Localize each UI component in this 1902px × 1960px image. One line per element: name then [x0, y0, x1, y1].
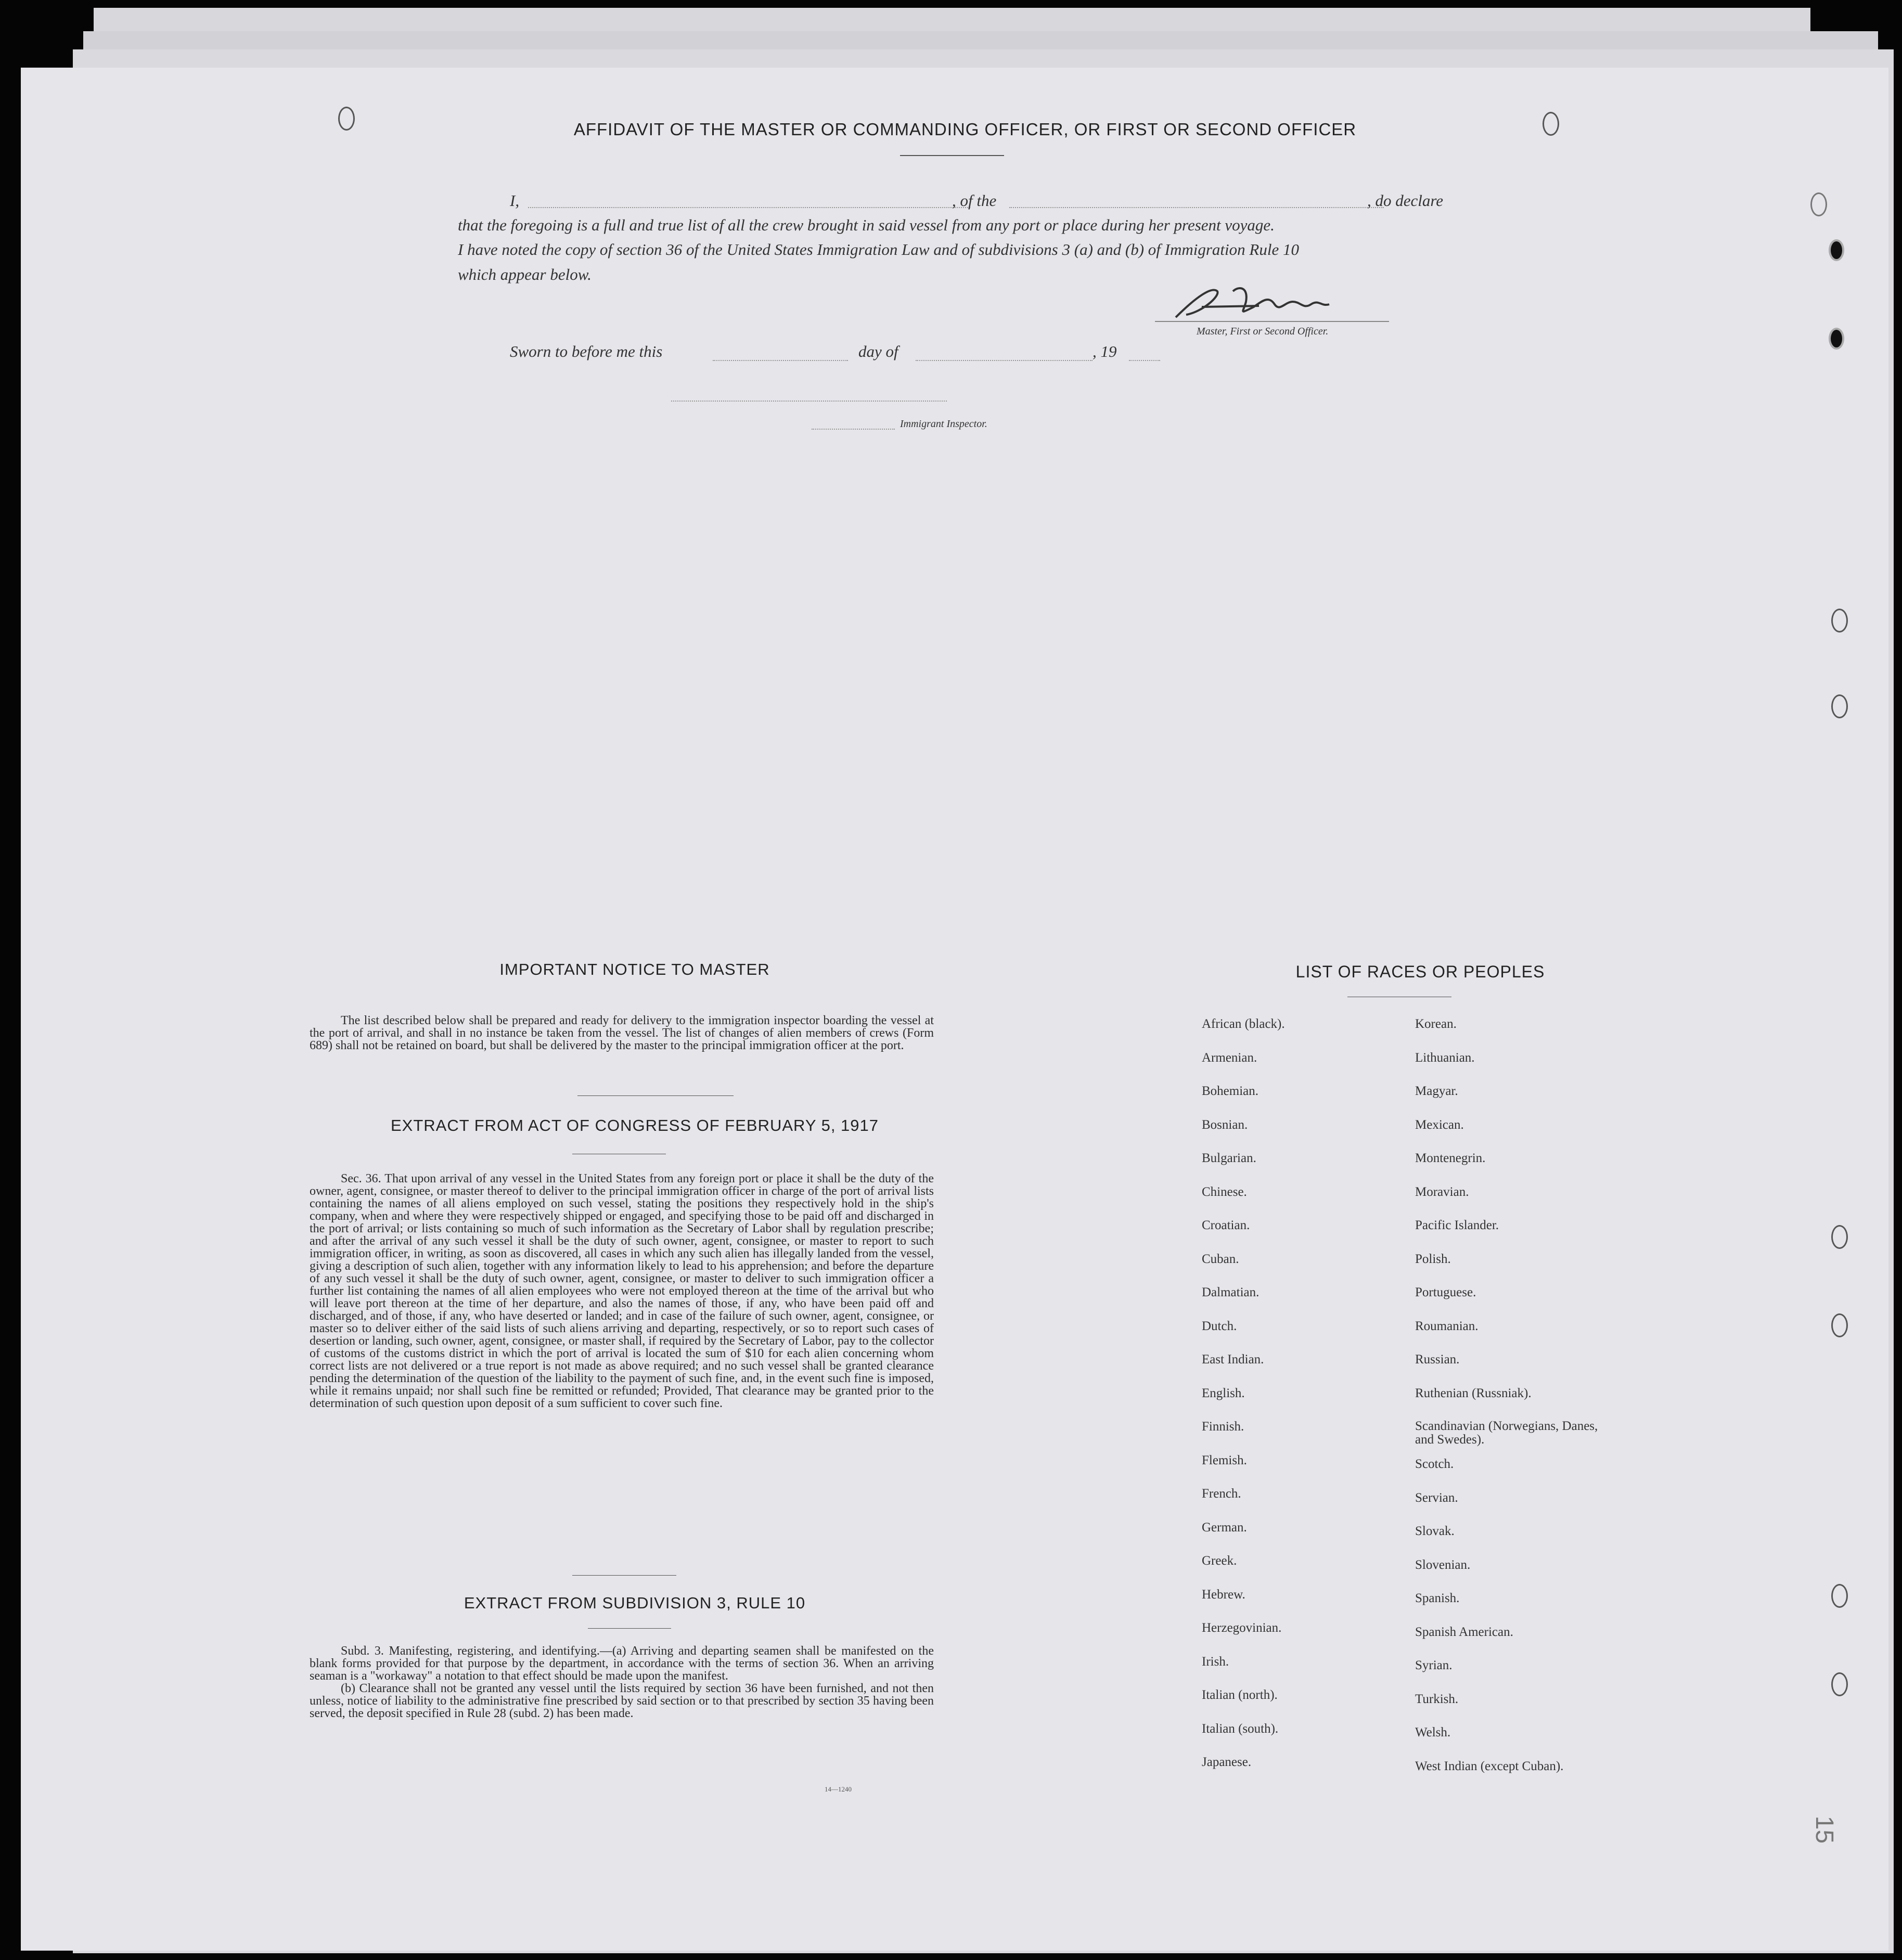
race-item: Bulgarian. — [1202, 1151, 1256, 1165]
rule-paragraph-a: Subd. 3. Manifesting, registering, and identifying.—(a) Arriving and departing seamen shall be manifested on the blank forms provided for that purpose by the department, in accordance with the terms of section 36. When an arriving seaman is a "workaway" a notation to that effect should be made upon the manifest. — [310, 1644, 934, 1683]
vessel-blank — [1009, 207, 1384, 208]
sworn-month-blank — [916, 360, 1093, 361]
race-item: Chinese. — [1202, 1184, 1247, 1199]
races-column-2 — [1415, 1017, 1634, 1797]
race-item: Bohemian. — [1202, 1084, 1259, 1098]
race-item: Italian (south). — [1202, 1721, 1279, 1736]
affidavit-line1-b: , of the — [952, 191, 997, 210]
race-item: Bosnian. — [1202, 1117, 1248, 1132]
race-item: English. — [1202, 1386, 1245, 1400]
race-item: Italian (north). — [1202, 1688, 1278, 1702]
signature-graphic — [1155, 276, 1389, 328]
race-item: African (black). — [1202, 1017, 1285, 1031]
rule-title-rule — [588, 1628, 671, 1629]
form-number: 14—1240 — [825, 1785, 852, 1793]
race-item: Finnish. — [1202, 1420, 1244, 1434]
affidavit-line4: which appear below. — [458, 265, 592, 283]
race-item: Spanish. — [1415, 1591, 1460, 1605]
sworn-c: , 19 — [1093, 342, 1117, 360]
race-item: Herzegovinian. — [1202, 1621, 1282, 1635]
race-item: Korean. — [1415, 1017, 1457, 1031]
sworn-year-blank — [1129, 360, 1160, 361]
race-item: Cuban. — [1202, 1252, 1239, 1266]
race-item: Syrian. — [1415, 1658, 1453, 1672]
race-item: Servian. — [1415, 1490, 1458, 1505]
race-item: Japanese. — [1202, 1755, 1252, 1769]
race-item: East Indian. — [1202, 1352, 1264, 1366]
inspector-lead-dots — [812, 429, 895, 430]
race-item: Ruthenian (Russniak). — [1415, 1386, 1532, 1400]
punch-hole — [1810, 192, 1827, 216]
affidavit-line1-a: I, — [510, 191, 520, 210]
affidavit-line1-c: , do declare — [1367, 191, 1444, 210]
rule-text — [310, 1645, 934, 1720]
notice-rule — [577, 1095, 734, 1096]
punch-hole — [1831, 694, 1848, 718]
race-item: Scotch. — [1415, 1457, 1454, 1471]
race-item: Magyar. — [1415, 1084, 1458, 1098]
sworn-b: day of — [858, 342, 898, 360]
race-item: Pacific Islander. — [1415, 1218, 1499, 1232]
race-item: Welsh. — [1415, 1725, 1451, 1739]
race-item: Flemish. — [1202, 1453, 1247, 1467]
race-item: Dalmatian. — [1202, 1285, 1260, 1299]
race-item: Irish. — [1202, 1654, 1229, 1669]
sworn-a: Sworn to before me this — [510, 342, 663, 360]
race-item: Portuguese. — [1415, 1285, 1476, 1299]
race-item: Polish. — [1415, 1252, 1451, 1266]
punch-hole — [1831, 1672, 1848, 1696]
race-item: Dutch. — [1202, 1319, 1237, 1333]
punch-hole — [1831, 1225, 1848, 1249]
name-blank — [528, 207, 970, 208]
race-item: Turkish. — [1415, 1692, 1459, 1706]
punch-hole — [1831, 1313, 1848, 1337]
act-end-rule — [572, 1575, 676, 1576]
race-item: Lithuanian. — [1415, 1050, 1475, 1065]
punch-hole — [338, 107, 355, 131]
race-item: Scandinavian (Norwegians, Danes, and Swedes). — [1415, 1419, 1598, 1447]
race-item: Hebrew. — [1202, 1587, 1245, 1602]
rule-paragraph-b: (b) Clearance shall not be granted any vessel until the lists required by section 36 have been furnished, and not then unless, notice of liability to the administrative fine prescribed by said section or to that prescribed by section 35 having been served, the deposit specified in Rule 28 (subd. 2) has been made. — [310, 1682, 934, 1720]
sworn-day-blank — [713, 360, 848, 361]
punch-hole — [1831, 1584, 1848, 1608]
inspector-signature-blank — [671, 401, 947, 402]
race-item: Russian. — [1415, 1352, 1460, 1366]
race-item: Roumanian. — [1415, 1319, 1479, 1333]
race-item: German. — [1202, 1520, 1247, 1535]
race-item: Moravian. — [1415, 1184, 1469, 1199]
race-item: Croatian. — [1202, 1218, 1250, 1232]
margin-page-mark: 15 — [1810, 1815, 1839, 1844]
affidavit-line3: I have noted the copy of section 36 of the United States Immigration Law and of subdivisions 3 (a) and (b) of Immigration Rule 10 — [458, 240, 1299, 259]
inspector-caption: Immigrant Inspector. — [900, 418, 987, 430]
act-title: EXTRACT FROM ACT OF CONGRESS OF FEBRUARY 5, 1917 — [390, 1116, 879, 1134]
race-item: Montenegrin. — [1415, 1151, 1486, 1165]
punch-hole — [1543, 112, 1559, 136]
races-column-1 — [1202, 1017, 1399, 1797]
notice-paragraph: The list described below shall be prepared and ready for delivery to the immigration inspector boarding the vessel at the port of arrival, and shall in no instance be taken from the vessel. The list of changes of alien members of crews (Form 689) shall not be retained on board, but shall be delivered by the master to the principal immigration officer at the port. — [310, 1014, 934, 1052]
race-item: Slovenian. — [1415, 1557, 1471, 1572]
document-sheet — [21, 68, 1888, 1951]
race-item: Armenian. — [1202, 1050, 1257, 1065]
race-item: Spanish American. — [1415, 1624, 1513, 1639]
punch-hole — [1829, 239, 1844, 261]
affidavit-title: AFFIDAVIT OF THE MASTER OR COMMANDING OFFICER, OR FIRST OR SECOND OFFICER — [573, 120, 1357, 139]
punch-hole — [1831, 609, 1848, 633]
race-item: Greek. — [1202, 1554, 1237, 1568]
act-paragraph: Sec. 36. That upon arrival of any vessel in the United States from any foreign port or place it shall be the duty of the owner, agent, consignee, or master thereof to deliver to the principal immigration officer in charge of the port of arrival lists containing the names of all aliens employed on such vessel, stating the positions they respectively hold in the ship's company, when and where they were respectively shipped or engaged, and specifying those to be paid off and discharged in the port of arrival; or lists containing so much of such information as the Secretary of Labor shall by regulation prescribe; and after the arrival of any such vessel it shall be the duty of such owner, agent, consignee, or master to report to such immigration officer, in writing, as soon as discovered, all cases in which any such alien has illegally landed from the vessel, giving a description of such alien, together with any information likely to lead to his apprehension; and before the departure of any such vessel it shall be the duty of such owner, agent, consignee, or master to deliver to such immigration officer a further list containing the names of all alien employees who were not employed thereon at the time of the arrival but who will leave port thereon at the time of her departure, and also the names of those, if any, who have been paid off and discharged, and of those, if any, who have deserted or landed; and in case of the failure of such owner, agent, consignee, or master so to deliver either of the said lists of such aliens arriving and departing, respectively, or so to report such cases of desertion or landing, such owner, agent, consignee, or master shall, if required by the Secretary of Labor, pay to the collector of customs of the customs district in which the port of arrival is located the sum of $10 for each alien concerning whom correct lists are not delivered or a true report is not made as above required; and no such vessel shall be granted clearance pending the determination of the question of the liability to the payment of such fine, and, in the event such fine is imposed, while it remains unpaid; nor shall such fine be remitted or refunded; Provided, That clearance may be granted prior to the determination of such question upon deposit of a sum sufficient to cover such fine. — [310, 1172, 934, 1410]
races-title: LIST OF RACES OR PEOPLES — [1295, 962, 1545, 981]
notice-title: IMPORTANT NOTICE TO MASTER — [499, 960, 770, 978]
title-rule — [900, 155, 1004, 156]
rule-title: EXTRACT FROM SUBDIVISION 3, RULE 10 — [464, 1594, 806, 1612]
act-text — [310, 1172, 934, 1410]
signature-caption: Master, First or Second Officer. — [1197, 326, 1329, 337]
notice-text — [310, 1014, 934, 1052]
race-item: Slovak. — [1415, 1524, 1455, 1538]
race-item: French. — [1202, 1487, 1241, 1501]
affidavit-line2: that the foregoing is a full and true list of all the crew brought in said vessel from any port or place during her present voyage. — [458, 216, 1275, 234]
punch-hole — [1829, 328, 1844, 350]
race-item: Mexican. — [1415, 1117, 1464, 1132]
race-item: West Indian (except Cuban). — [1415, 1759, 1564, 1773]
